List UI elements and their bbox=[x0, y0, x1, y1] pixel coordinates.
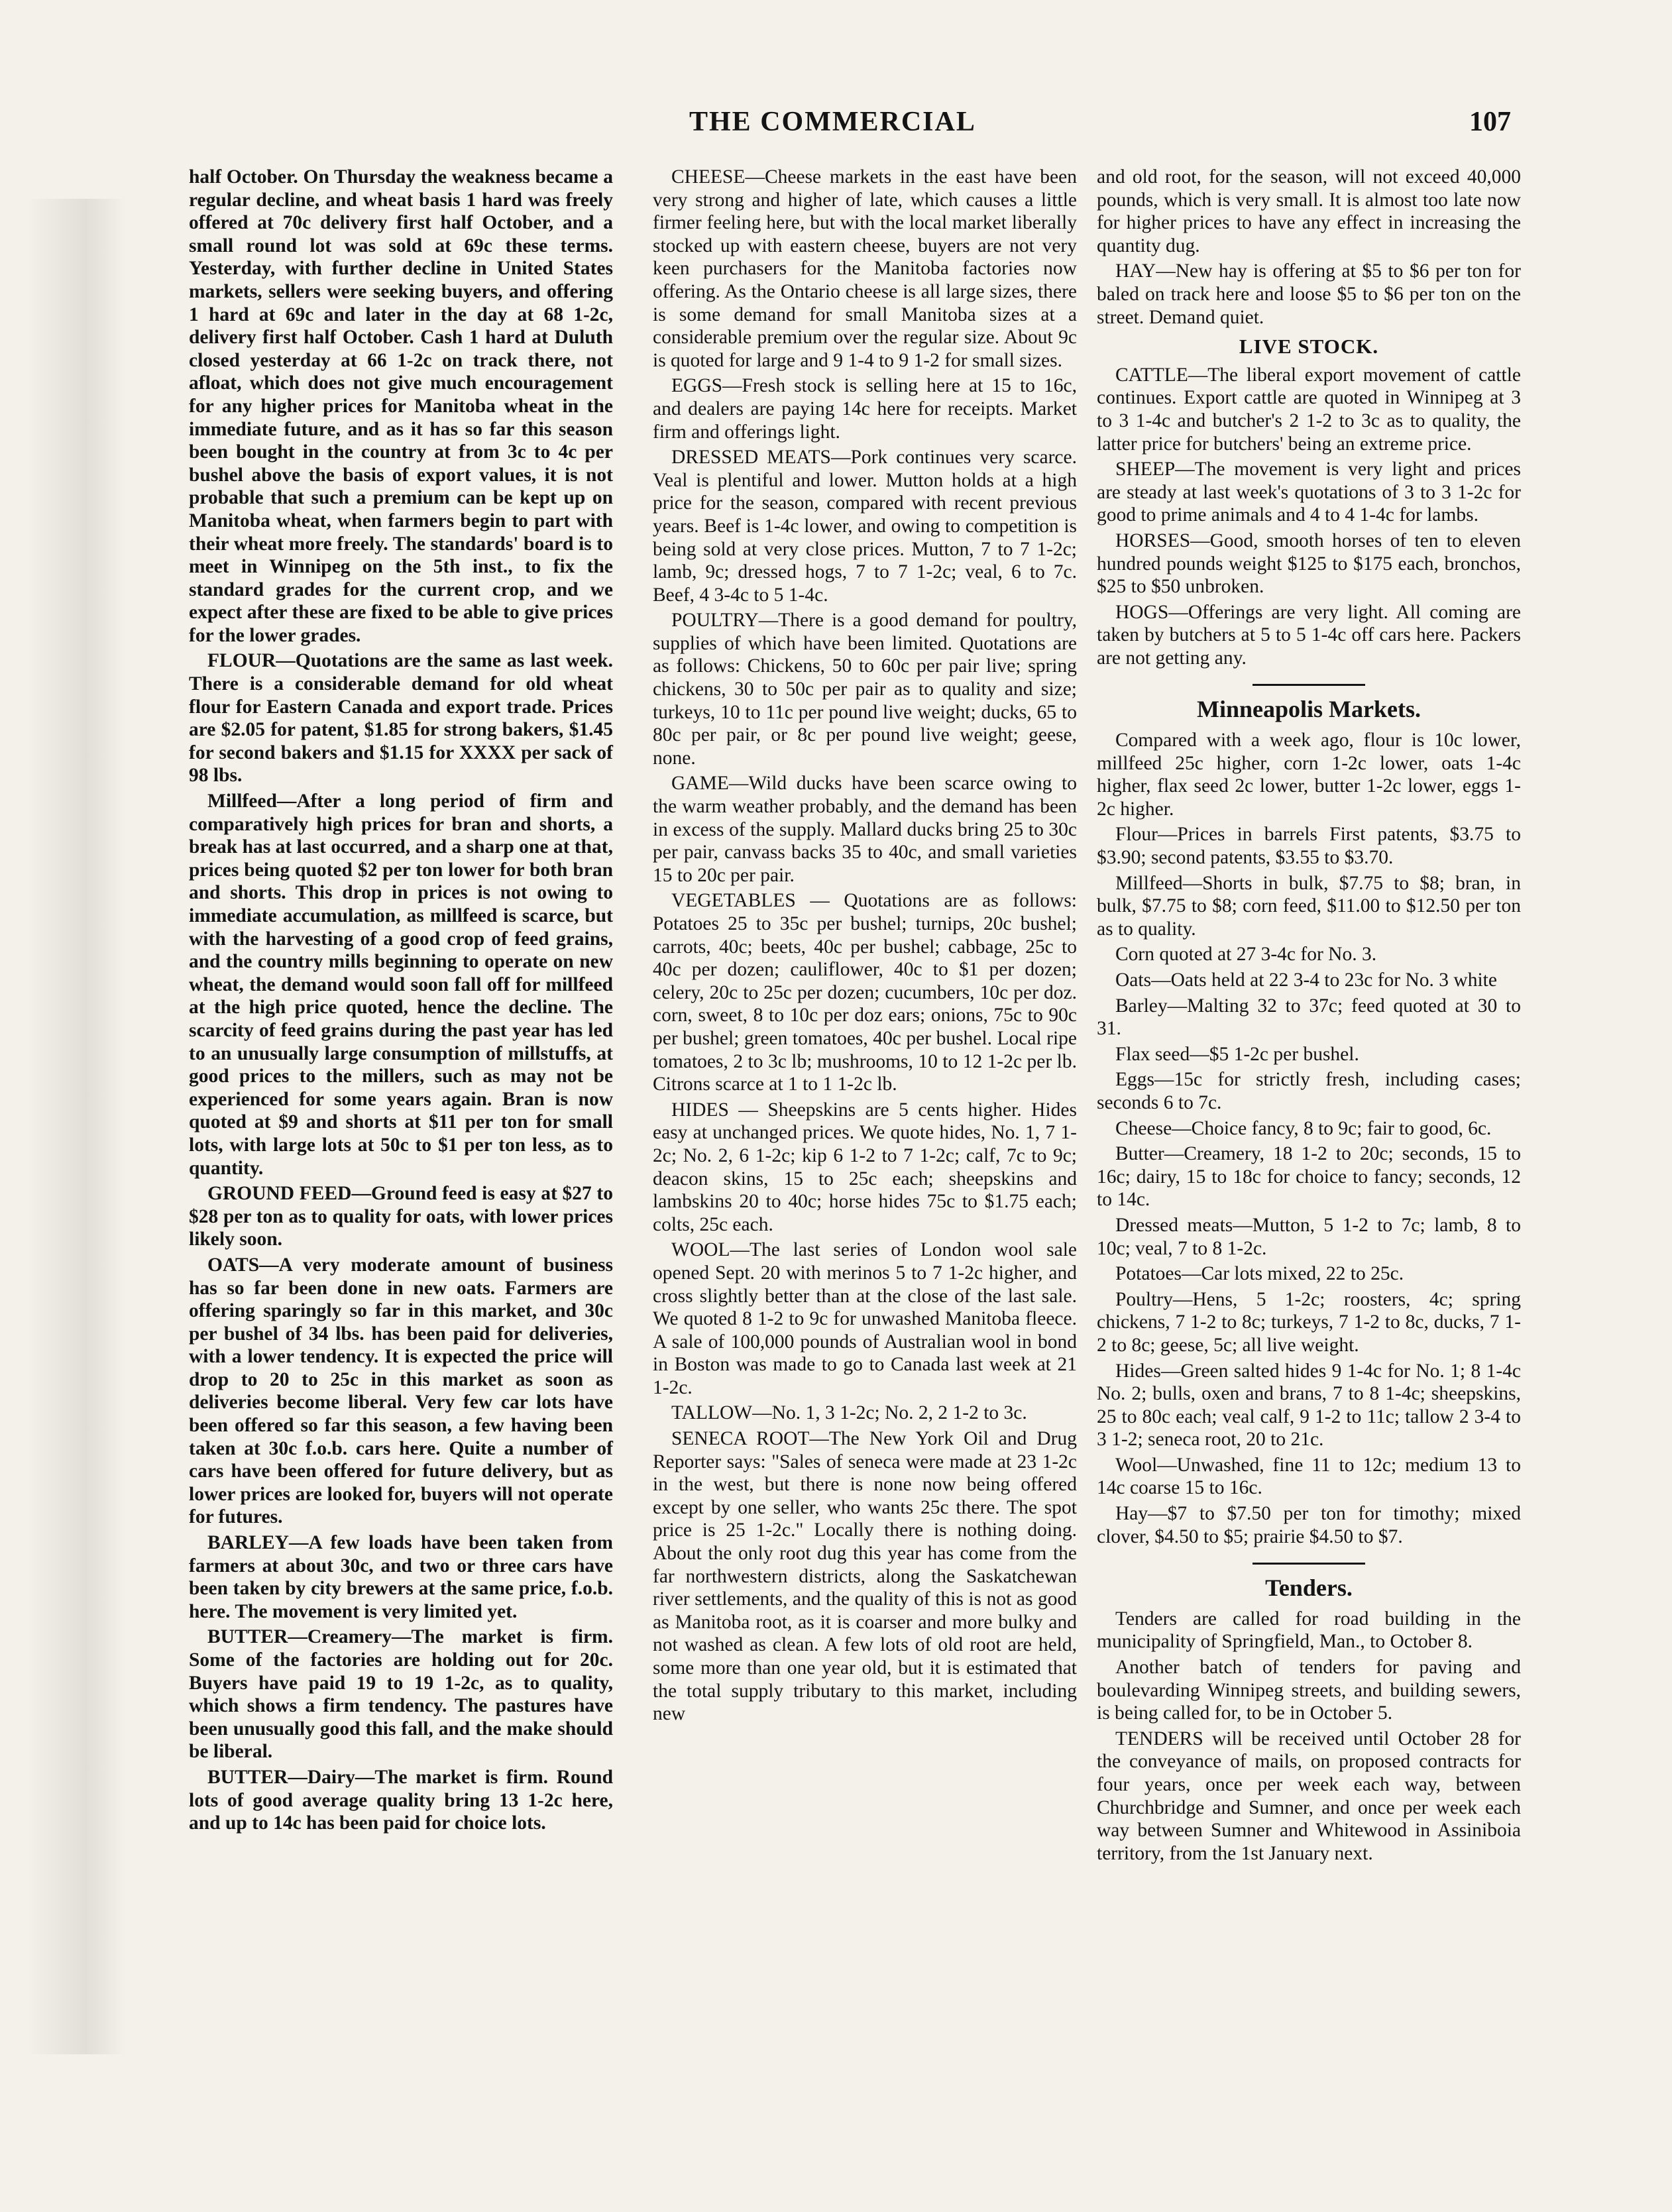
seneca-root-continued: and old root, for the season, will not exceed 40,000 pounds, which is very small. It is almost too late now for higher prices to have any effect in increasing the quantity dug. bbox=[1097, 166, 1521, 256]
tallow-paragraph: TALLOW—No. 1, 3 1-2c; No. 2, 2 1-2 to 3c. bbox=[671, 1402, 1027, 1424]
butter-dairy-paragraph: BUTTER—Dairy—The market is firm. Round lots of good average quality bring 13 1-2c here, and up to 14c has been paid for choice lots. bbox=[189, 1766, 613, 1834]
minneapolis-flax-seed: Flax seed—$5 1-2c per bushel. bbox=[1115, 1043, 1359, 1065]
section-divider bbox=[1253, 1563, 1365, 1565]
hides-paragraph: HIDES — Sheepskins are 5 cents higher. Hides easy at unchanged prices. We quote hides, No. 1, 7 1-2c; No. 2, 6 1-2c; kip 6 1-2 to 7 1-2c; calf, 7c to 9c; deacon skins, 15 to 25c each; sheepskins and lambskins 20 to 40c; horse hides 75c to $1.75 each; colts, 25c each. bbox=[653, 1099, 1077, 1235]
seneca-root-paragraph: SENECA ROOT—The New York Oil and Drug Reporter says: "Sales of seneca were made at 23 1-2c in the west, but there is none now being offered except by one seller, who wants 25c there. The spot price is 25 1-2c." Locally there is nothing doing. About the only root dug this year has come from the far northwestern districts, along the Saskatchewan river settlements, and the quality of this is not as good as Manitoba root, as it is coarser and more bulky and not washed as clean. A few lots of old root are held, some more than one year old, but it is estimated that the total supply tributary to this market, including new bbox=[653, 1428, 1077, 1725]
minneapolis-poultry: Poultry—Hens, 5 1-2c; roosters, 4c; spring chickens, 7 1-2 to 8c; turkeys, 7 1-2 to 8c, ducks, 7 1-2 to 8c; geese, 5c; all live weight. bbox=[1097, 1288, 1521, 1356]
hogs-paragraph: HOGS—Offerings are very light. All coming are taken by butchers at 5 to 5 1-4c off cars here. Packers are not getting any. bbox=[1097, 601, 1521, 669]
vegetables-paragraph: VEGETABLES — Quotations are as follows: Potatoes 25 to 35c per bushel; turnips, 20c bushel; carrots, 40c; beets, 40c per bushel; cabbage, 25c to 40c per dozen; cauliflower, 40c to $1 per dozen; celery, 20c to 25c per dozen; cucumbers, 10c per doz. corn, sweet, 8 to 10c per doz ears; onions, 75c to 90c per bushel; green tomatoes, 40c per bushel. Local ripe tomatoes, 2 to 3c lb; mushrooms, 10 to 12 1-2c per lb. Citrons scarce at 1 to 1 1-2c lb. bbox=[653, 890, 1077, 1095]
dressed-meats-paragraph: DRESSED MEATS—Pork continues very scarce. Veal is plentiful and lower. Mutton holds at a high price for the season, compared with recent previous years. Beef is 1-4c lower, and owing to competition is being sold at very close prices. Mutton, 7 to 7 1-2c; lamb, 9c; dressed hogs, 7 to 7 1-2c; veal, 6 to 7c. Beef, 4 3-4c to 5 1-4c. bbox=[653, 447, 1077, 606]
column-1 bbox=[189, 166, 613, 1838]
column-3 bbox=[1097, 166, 1521, 1867]
minneapolis-oats: Oats—Oats held at 22 3-4 to 23c for No. 3 white bbox=[1115, 969, 1497, 991]
flour-paragraph: FLOUR—Quotations are the same as last week. There is a considerable demand for old wheat flour for Eastern Canada and export trade. Prices are $2.05 for patent, $1.85 for strong bakers, $1.45 for second bakers and $1.15 for XXXX per sack of 98 lbs. bbox=[189, 650, 613, 787]
cattle-paragraph: CATTLE—The liberal export movement of cattle continues. Export cattle are quoted in Winnipeg at 3 to 3 1-4c and butcher's 2 1-2 to 3c as to quality, the latter price for butchers' being an extreme price. bbox=[1097, 364, 1521, 455]
minneapolis-flour: Flour—Prices in barrels First patents, $3.75 to $3.90; second patents, $3.55 to $3.70. bbox=[1097, 824, 1521, 869]
poultry-paragraph: POULTRY—There is a good demand for poultry, supplies of which have been limited. Quotations are as follows: Chickens, 50 to 60c per pair live; spring chickens, 30 to 50c per pair as to quality and size; turkeys, 10 to 11c per pound live weight; ducks, 65 to 80c per pair, or 8c per pound live weight; geese, none. bbox=[653, 610, 1077, 769]
eggs-paragraph: EGGS—Fresh stock is selling here at 15 to 16c, and dealers are paying 14c here for receipts. Market firm and offerings light. bbox=[653, 375, 1077, 443]
ground-feed-paragraph: GROUND FEED—Ground feed is easy at $27 to $28 per ton as to quality for oats, with lower prices likely soon. bbox=[189, 1183, 613, 1250]
page-edge-shadow bbox=[27, 199, 126, 2054]
cheese-paragraph: CHEESE—Cheese markets in the east have been very strong and higher of late, which causes a little firmer feeling here, but with the local market liberally stocked up with eastern cheese, buyers are not very keen purchasers for the Manitoba factories now offering. As the Ontario cheese is all large sizes, there is some demand for small Manitoba sizes at a considerable premium over the regular size. About 9c is quoted for large and 9 1-4 to 9 1-2 for small sizes. bbox=[653, 166, 1077, 371]
minneapolis-cheese: Cheese—Choice fancy, 8 to 9c; fair to good, 6c. bbox=[1115, 1117, 1492, 1139]
minneapolis-butter: Butter—Creamery, 18 1-2 to 20c; seconds, 15 to 16c; dairy, 15 to 18c for choice to fancy; seconds, 12 to 14c. bbox=[1097, 1143, 1521, 1211]
publication-title: THE COMMERCIAL bbox=[689, 107, 976, 137]
tenders-heading: Tenders. bbox=[1265, 1575, 1353, 1602]
oats-paragraph: OATS—A very moderate amount of business has so far been done in new oats. Farmers are offering sparingly so far in this market, and 30c per bushel of 34 lbs. has been paid for deliveries, with a lower tendency. It is expected the price will drop to 20 to 25c in this market as soon as deliveries become liberal. Very few car lots have been offered so far this season, a few having been taken at 30c f.o.b. cars here. Quite a number of cars have been offered for future delivery, but as lower prices are looked for, buyers will not operate for futures. bbox=[189, 1254, 613, 1528]
minneapolis-barley: Barley—Malting 32 to 37c; feed quoted at 30 to 31. bbox=[1097, 995, 1521, 1040]
minneapolis-markets-heading: Minneapolis Markets. bbox=[1197, 696, 1421, 723]
minneapolis-wool: Wool—Unwashed, fine 11 to 12c; medium 13 to 14c coarse 15 to 16c. bbox=[1097, 1454, 1521, 1499]
page-header bbox=[689, 106, 1511, 152]
page-number: 107 bbox=[1469, 107, 1511, 137]
wool-paragraph: WOOL—The last series of London wool sale opened Sept. 20 with merinos 5 to 7 1-2c higher, and cross slightly better than at the close of the last sale. We quoted 8 1-2 to 9c for unwashed Manitoba fleece. A sale of 100,000 pounds of Australian wool in bond in Boston was made to go to Canada last week at 21 1-2c. bbox=[653, 1239, 1077, 1398]
wheat-paragraph: half October. On Thursday the weakness became a regular decline, and wheat basis 1 hard was freely offered at 70c delivery first half October, and a small round lot was sold at 69c these terms. Yesterday, with further decline in United States markets, sellers were seeking buyers, and offering 1 hard at 69c and later in the day at 68 1-2c, delivery first half October. Cash 1 hard at Duluth closed yesterday at 66 1-2c on track there, not afloat, which does not give much encouragement for any higher prices for Manitoba wheat in the immediate future, and as it has so far this season been bought in the country at from 3c to 4c per bushel above the basis of export values, it is not probable that such a premium can be kept up on Manitoba wheat, when farmers begin to part with their wheat more freely. The standards' board is to meet in Winnipeg on the 5th inst., to fix the standard grades for the current crop, and we expect after these are fixed to be able to give prices for the lower grades. bbox=[189, 166, 613, 646]
tenders-mails: TENDERS will be received until October 28 for the conveyance of mails, on proposed contracts for four years, once per week each way, between Churchbridge and Sumner, and once per week each way between Sumner and Whitewood in Assiniboia territory, from the 1st January next. bbox=[1097, 1728, 1521, 1864]
minneapolis-potatoes: Potatoes—Car lots mixed, 22 to 25c. bbox=[1115, 1263, 1404, 1285]
minneapolis-corn: Corn quoted at 27 3-4c for No. 3. bbox=[1115, 944, 1377, 966]
minneapolis-hay: Hay—$7 to $7.50 per ton for timothy; mixed clover, $4.50 to $5; prairie $4.50 to $7. bbox=[1097, 1503, 1521, 1547]
minneapolis-millfeed: Millfeed—Shorts in bulk, $7.75 to $8; bran, in bulk, $7.75 to $8; corn feed, $11.00 to $12.50 per ton as to quality. bbox=[1097, 872, 1521, 940]
column-2 bbox=[653, 166, 1077, 1728]
minneapolis-eggs: Eggs—15c for strictly fresh, including cases; seconds 6 to 7c. bbox=[1097, 1069, 1521, 1113]
horses-paragraph: HORSES—Good, smooth horses of ten to eleven hundred pounds weight $125 to $175 each, bronchos, $25 to $50 unbroken. bbox=[1097, 529, 1521, 598]
barley-paragraph: BARLEY—A few loads have been taken from farmers at about 30c, and two or three cars have been taken by city brewers at the same price, f.o.b. here. The movement is very limited yet. bbox=[189, 1532, 613, 1622]
minneapolis-dressed-meats: Dressed meats—Mutton, 5 1-2 to 7c; lamb, 8 to 10c; veal, 7 to 8 1-2c. bbox=[1097, 1214, 1521, 1259]
hay-paragraph: HAY—New hay is offering at $5 to $6 per ton for baled on track here and loose $5 to $6 per ton on the street. Demand quiet. bbox=[1097, 260, 1521, 328]
tenders-road-building: Tenders are called for road building in the municipality of Springfield, Man., to October 8. bbox=[1097, 1608, 1521, 1653]
minneapolis-summary: Compared with a week ago, flour is 10c lower, millfeed 25c higher, corn 1-2c lower, oats 1-4c higher, flax seed 2c lower, butter 1-2c lower, eggs 1-2c higher. bbox=[1097, 730, 1521, 820]
millfeed-paragraph: Millfeed—After a long period of firm and comparatively high prices for bran and shorts, a break has at last occurred, and a sharp one at that, prices being quoted $2 per ton lower for both bran and shorts. This drop in prices is not owing to immediate accumulation, as millfeed is scarce, but with the harvesting of a good crop of feed grains, and the country mills beginning to operate on new wheat, the demand would soon fall off for millfeed at the high price quoted, hence the decline. The scarcity of feed grains during the past year has led to an unusually large consumption of millstuffs, at good prices to the millers, such as may not be experienced for some years again. Bran is now quoted at $9 and shorts at $11 per ton for small lots, with large lots at 50c to $1 per ton less, as to quantity. bbox=[189, 791, 613, 1179]
live-stock-heading: LIVE STOCK. bbox=[1239, 335, 1379, 359]
sheep-paragraph: SHEEP—The movement is very light and prices are steady at last week's quotations of 3 to 3 1-2c for good to prime animals and 4 to 4 1-4c for lambs. bbox=[1097, 459, 1521, 526]
section-divider bbox=[1253, 684, 1365, 686]
minneapolis-hides: Hides—Green salted hides 9 1-4c for No. 1; 8 1-4c No. 2; bulls, oxen and brans, 7 to 8 1-4c; sheepskins, 25 to 80c each; veal calf, 9 1-2 to 11c; tallow 2 3-4 to 3 1-2; seneca root, 20 to 21c. bbox=[1097, 1360, 1521, 1451]
game-paragraph: GAME—Wild ducks have been scarce owing to the warm weather probably, and the demand has been in excess of the supply. Mallard ducks bring 25 to 30c per pair, canvass backs 35 to 40c, and small varieties 15 to 20c per pair. bbox=[653, 773, 1077, 886]
tenders-paving: Another batch of tenders for paving and boulevarding Winnipeg streets, and building sewers, is being called for, to be in October 5. bbox=[1097, 1657, 1521, 1724]
butter-creamery-paragraph: BUTTER—Creamery—The market is firm. Some of the factories are holding out for 20c. Buyers have paid 19 to 19 1-2c, as to quality, which shows a firm tendency. The pastures have been unusually good this fall, and the make should be liberal. bbox=[189, 1626, 613, 1763]
